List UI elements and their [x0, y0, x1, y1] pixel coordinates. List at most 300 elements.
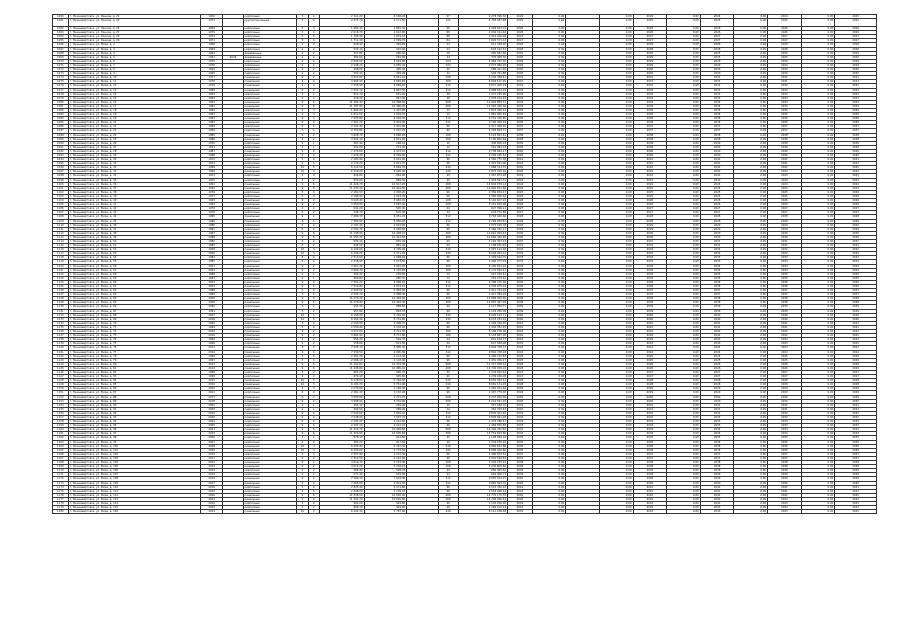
table-cell: 541,20	[319, 207, 364, 211]
table-cell: 2	[308, 309, 319, 313]
table-cell: 2	[297, 207, 308, 211]
table-cell: 0,00	[801, 477, 835, 481]
table-cell: 2040	[633, 313, 667, 317]
table-cell: 1160	[53, 428, 69, 432]
table-cell: 2037	[633, 293, 667, 297]
table-cell: 1 881 905,55	[458, 113, 507, 117]
table-cell: 2034	[768, 100, 802, 104]
table-cell: кирпичные	[243, 289, 297, 293]
table-cell: г. Нижневартовск, ул. Мира, д. 88	[68, 395, 200, 399]
table-cell: 2042	[700, 493, 734, 497]
table-cell: панельные	[243, 84, 297, 88]
table-cell: 2018	[200, 399, 222, 403]
table-cell: 0,00	[667, 420, 701, 424]
table-cell: 2038	[633, 133, 667, 137]
table-cell: 0,00	[599, 133, 633, 137]
table-cell: 1105	[53, 203, 69, 207]
table-cell: 931,60	[319, 178, 364, 182]
table-cell: г. Нижневартовск, ул. Мира, д. 73	[68, 334, 200, 338]
table-cell: 5 094 117,25	[458, 80, 507, 84]
table-cell: 3	[297, 96, 308, 100]
table-cell: 0,00	[667, 354, 701, 358]
table-cell: 468	[438, 366, 458, 370]
table-cell: 2026	[835, 366, 877, 370]
table-cell: 6	[308, 182, 319, 186]
table-cell: г. Нижневартовск, ул. Мира, д. 89	[68, 399, 200, 403]
table-cell: 40	[438, 436, 458, 440]
table-cell: г. Нижневартовск, ул. Мира, д. 101	[68, 448, 200, 452]
table-cell: 2030	[835, 231, 877, 235]
table-cell: г. Нижневартовск, ул. Мира, д. 49	[68, 235, 200, 239]
table-cell: 0,00	[599, 39, 633, 43]
table-cell: 2035	[768, 272, 802, 276]
table-cell: 7 002,10	[364, 411, 407, 415]
table-cell: 0,00	[801, 305, 835, 309]
table-cell: г. Нижневартовск, ул. Мира, д. 105	[68, 465, 200, 469]
table-cell: 2043	[633, 174, 667, 178]
table-cell: 40	[438, 440, 458, 444]
table-cell: 2 276,80	[319, 387, 364, 391]
table-cell: 2028	[768, 43, 802, 47]
table-cell: 240	[438, 444, 458, 448]
table-cell: 2 434 352,45	[458, 325, 507, 329]
table-cell: 2	[308, 264, 319, 268]
table-cell: 2033	[700, 92, 734, 96]
table-cell: 0,00	[734, 15, 768, 19]
table-cell: 0,00	[532, 108, 566, 112]
table-cell: 0,00	[667, 416, 701, 420]
table-cell: 1976	[200, 190, 222, 194]
table-cell: 4	[308, 321, 319, 325]
table-cell: 0,00	[801, 403, 835, 407]
table-cell: 1109	[53, 219, 69, 223]
table-cell: 2025	[835, 55, 877, 59]
table-cell: 0,00	[801, 354, 835, 358]
table-cell: 0,00	[667, 19, 701, 27]
table-cell: 14 581 440,36	[458, 104, 507, 108]
table-cell: 0,00	[734, 149, 768, 153]
table-cell: 2029	[700, 59, 734, 63]
table-cell: 24	[438, 469, 458, 473]
table-cell: 1985	[200, 260, 222, 264]
table-cell: 4	[308, 149, 319, 153]
table-cell: 1977	[200, 76, 222, 80]
table-cell: кирпичные	[243, 452, 297, 456]
table-cell: 0,00	[801, 375, 835, 379]
table-cell: 2002	[200, 403, 222, 407]
table-cell: 0,00	[532, 76, 566, 80]
table-cell: кирпичные	[243, 276, 297, 280]
table-cell: 10	[297, 170, 308, 174]
table-cell: 0,00	[801, 39, 835, 43]
table-cell: 10 380,20	[364, 104, 407, 108]
table-cell: кирпичные	[243, 15, 297, 19]
table-cell: 2042	[633, 497, 667, 501]
table-cell: 2036	[633, 117, 667, 121]
table-cell: 2 394 543,70	[458, 256, 507, 260]
table-cell: 468	[438, 100, 458, 104]
table-cell: 2037	[835, 289, 877, 293]
table-cell: 0,00	[532, 309, 566, 313]
table-cell: 2041	[768, 489, 802, 493]
table-cell: 1989	[200, 293, 222, 297]
table-cell: 0,00	[667, 207, 701, 211]
table-cell: 14 661 004,44	[458, 231, 507, 235]
table-cell: 0,00	[667, 117, 701, 121]
table-cell: 7 461,20	[319, 121, 364, 125]
table-cell: 0,00	[667, 313, 701, 317]
table-cell: 2043	[835, 501, 877, 505]
table-cell: 1	[308, 407, 319, 411]
table-cell: 2029	[835, 63, 877, 67]
table-cell: 0,00	[667, 129, 701, 133]
table-cell: 0,00	[801, 362, 835, 366]
table-cell: 0,00	[532, 387, 566, 391]
table-cell: г. Нижневартовск, ул. Мира, д. 76	[68, 346, 200, 350]
table-cell: 0,00	[532, 199, 566, 203]
table-cell: 1135	[53, 325, 69, 329]
table-cell: 40	[438, 244, 458, 248]
table-cell: 0,00	[667, 76, 701, 80]
table-cell: 2037	[508, 125, 533, 129]
table-cell: кирпичные	[243, 354, 297, 358]
table-cell: 2035	[508, 108, 533, 112]
table-cell: 0,00	[734, 428, 768, 432]
table-cell: 912,80	[364, 436, 407, 440]
table-cell: 2038	[768, 133, 802, 137]
table-cell: кирпичные	[243, 489, 297, 493]
table-cell	[407, 510, 438, 514]
table-cell: 2042	[835, 493, 877, 497]
table-cell: г. Нижневартовск, ул. Мира, д. 71	[68, 325, 200, 329]
table-cell: 287,40	[319, 141, 364, 145]
table-cell: 2026	[835, 31, 877, 35]
table-cell: 0,00	[667, 461, 701, 465]
table-cell: 2043	[768, 338, 802, 342]
table-cell: 0,00	[599, 256, 633, 260]
table-cell: 2031	[768, 407, 802, 411]
table-cell: 2027	[633, 375, 667, 379]
table-cell: кирпичные	[243, 227, 297, 231]
table-cell: 2041	[508, 321, 533, 325]
table-cell: 0,00	[599, 100, 633, 104]
table-cell: 2	[308, 68, 319, 72]
table-cell: 1117	[53, 252, 69, 256]
table-cell: 2028	[508, 219, 533, 223]
table-cell	[407, 19, 438, 27]
table-cell: 0,00	[599, 379, 633, 383]
table-cell: 0,00	[667, 55, 701, 59]
table-cell: кирпичные	[243, 338, 297, 342]
table-cell: 5	[297, 158, 308, 162]
table-cell: 2009	[200, 330, 222, 334]
table-cell: 0,00	[667, 39, 701, 43]
table-cell: 1104	[53, 199, 69, 203]
table-cell: 2039	[768, 145, 802, 149]
table-cell: 0,00	[801, 72, 835, 76]
table-cell: кирпичные	[243, 190, 297, 194]
table-cell: 0,00	[599, 211, 633, 215]
table-cell: 5 751,90	[364, 383, 407, 387]
table-cell: 4	[297, 108, 308, 112]
table-cell: 392 507,66	[458, 51, 507, 55]
table-cell: 0,00	[599, 313, 633, 317]
table-cell: 3 687,40	[364, 203, 407, 207]
table-cell: 3 743,00	[364, 461, 407, 465]
table-cell: 0,00	[667, 31, 701, 35]
table-cell: 0,00	[532, 272, 566, 276]
table-cell: 1180	[53, 510, 69, 514]
table-cell: 2039	[700, 469, 734, 473]
table-cell: 0,00	[734, 182, 768, 186]
table-cell: 5	[297, 456, 308, 460]
table-cell: г. Нижневартовск, ул. Мира, д. 115	[68, 506, 200, 510]
table-cell: панельные	[243, 465, 297, 469]
table-cell: 0,00	[801, 104, 835, 108]
table-cell: 2037	[768, 289, 802, 293]
table-cell: 2026	[835, 199, 877, 203]
table-cell: 0,00	[667, 219, 701, 223]
table-cell: 0,00	[599, 72, 633, 76]
table-cell: 2042	[768, 334, 802, 338]
table-cell: 1176	[53, 493, 69, 497]
table-cell: 2032	[633, 411, 667, 415]
table-cell: 2030	[633, 72, 667, 76]
table-cell: 9 855 334,07	[458, 477, 507, 481]
table-cell: 4	[308, 411, 319, 415]
table-cell: 2031	[768, 403, 802, 407]
table-cell: 0,00	[667, 497, 701, 501]
table-cell: 0,00	[667, 203, 701, 207]
table-cell: 2030	[508, 399, 533, 403]
table-cell: 566,30	[319, 469, 364, 473]
table-cell: 0,00	[801, 121, 835, 125]
table-cell: 2038	[508, 137, 533, 141]
table-cell: 10 505,60	[364, 432, 407, 436]
table-cell: 2025	[508, 19, 533, 27]
table-cell: 1136	[53, 330, 69, 334]
table-cell: 2017	[200, 481, 222, 485]
table-cell: 2 018,70	[319, 31, 364, 35]
table-cell: 40	[438, 501, 458, 505]
table-cell: 2039	[768, 305, 802, 309]
table-cell: 0,00	[734, 432, 768, 436]
table-cell: 2037	[700, 456, 734, 460]
table-cell: 0,00	[667, 366, 701, 370]
table-cell: 656 494,52	[458, 469, 507, 473]
table-cell: 2039	[768, 473, 802, 477]
table-cell: г. Нижневартовск, ул. Мира, д. 77	[68, 350, 200, 354]
table-cell: 0,00	[734, 330, 768, 334]
table-cell: 0,00	[599, 47, 633, 51]
table-cell: 2035	[508, 272, 533, 276]
table-cell: 2 496 553,53	[458, 452, 507, 456]
table-cell: 0,00	[532, 436, 566, 440]
table-cell: панельные	[243, 313, 297, 317]
table-cell: 0,00	[667, 72, 701, 76]
table-cell: 2030	[835, 399, 877, 403]
table-cell: 965,20	[319, 370, 364, 374]
table-cell: 9	[297, 268, 308, 272]
table-cell: 1125	[53, 285, 69, 289]
table-cell: 0,00	[734, 55, 768, 59]
table-cell: г. Нижневартовск, ул. Мира, д. 22	[68, 125, 200, 129]
table-cell: 276,50	[364, 272, 407, 276]
table-cell: 0,00	[801, 47, 835, 51]
table-cell: 2004	[200, 420, 222, 424]
table-cell: 2 250,40	[319, 325, 364, 329]
table-cell: 3 651,10	[364, 76, 407, 80]
table-cell: 2030	[768, 72, 802, 76]
table-cell: 0,00	[599, 362, 633, 366]
table-cell: 2	[297, 338, 308, 342]
table-cell: 2031	[768, 76, 802, 80]
table-cell: 0,00	[532, 47, 566, 51]
table-cell: 2021	[200, 428, 222, 432]
table-cell: 2035	[700, 113, 734, 117]
table-cell: 2025	[835, 194, 877, 198]
table-cell: 2032	[508, 252, 533, 256]
table-cell: 2024	[508, 186, 533, 190]
table-cell: 2042	[768, 330, 802, 334]
table-cell: 2	[297, 473, 308, 477]
table-cell: 2037	[700, 293, 734, 297]
table-cell: 5 690,40	[364, 170, 407, 174]
table-cell: 2035	[835, 113, 877, 117]
table-cell: 2008	[200, 444, 222, 448]
table-cell: 0,00	[532, 72, 566, 76]
table-cell: 2 518 296,33	[458, 489, 507, 493]
table-cell: 0,00	[599, 416, 633, 420]
table-cell: 168	[438, 199, 458, 203]
table-cell: кирпичные	[243, 244, 297, 248]
table-cell: 0,00	[599, 342, 633, 346]
table-cell: 6 882,40	[364, 84, 407, 88]
table-cell: 6	[308, 362, 319, 366]
table-cell: 312	[438, 215, 458, 219]
table-cell: 0,00	[599, 469, 633, 473]
table-cell: 2043	[700, 338, 734, 342]
table-cell: 0,00	[667, 436, 701, 440]
table-cell: 312	[438, 416, 458, 420]
table-cell: 1 169 212,24	[458, 506, 507, 510]
table-cell: 2033	[508, 424, 533, 428]
table-cell: 0,00	[801, 407, 835, 411]
table-cell: 1170	[53, 469, 69, 473]
table-cell: 0,00	[801, 260, 835, 264]
table-cell: 2037	[633, 456, 667, 460]
table-cell	[223, 19, 243, 27]
table-cell: 1977	[200, 194, 222, 198]
table-cell: панельные	[243, 317, 297, 321]
table-cell: 0,00	[532, 260, 566, 264]
table-cell: 0,00	[801, 411, 835, 415]
table-cell: г. Нижневартовск, ул. Мира, д. 33	[68, 170, 200, 174]
table-cell: 6 222,30	[319, 510, 364, 514]
table-cell: г. Нижневартовск, ул. Мира, д. 93	[68, 416, 200, 420]
table-cell: 2029	[835, 391, 877, 395]
table-cell: 4	[308, 190, 319, 194]
table-cell: 0,00	[667, 268, 701, 272]
table-cell: 1164	[53, 444, 69, 448]
table-cell: 96	[438, 227, 458, 231]
table-cell: 2013	[200, 465, 222, 469]
table-cell: г. Нижневартовск, ул. Мира, д. 61	[68, 285, 200, 289]
table-cell: 1130	[53, 305, 69, 309]
table-cell: 1155	[53, 407, 69, 411]
table-cell: 2038	[700, 133, 734, 137]
table-cell: кирпичные	[243, 207, 297, 211]
table-cell: 0,00	[599, 178, 633, 182]
table-cell: 9	[297, 235, 308, 239]
document-page	[52, 14, 877, 626]
table-cell: кирпичные	[243, 325, 297, 329]
table-cell: 1994	[200, 338, 222, 342]
table-cell: 5	[297, 27, 308, 31]
table-cell: 0,00	[599, 239, 633, 243]
table-cell: 2034	[508, 100, 533, 104]
table-cell: 2	[308, 440, 319, 444]
table-cell: 2034	[768, 268, 802, 272]
table-cell: 2040	[633, 481, 667, 485]
table-cell: 6 933,10	[364, 149, 407, 153]
table-cell: 641 539,77	[458, 338, 507, 342]
table-cell: 0,00	[532, 55, 566, 59]
table-cell: 1133	[53, 317, 69, 321]
table-cell: 2031	[633, 403, 667, 407]
table-cell: 1141	[53, 350, 69, 354]
table-cell: 3 906,30	[319, 80, 364, 84]
table-cell: 0,00	[667, 68, 701, 72]
table-cell: 0,00	[667, 125, 701, 129]
table-cell: 8 061 131,03	[458, 383, 507, 387]
table-cell: кирпичные	[243, 391, 297, 395]
table-cell: 918,40	[319, 96, 364, 100]
table-cell: 0,00	[801, 117, 835, 121]
table-cell: 1060	[53, 15, 69, 19]
table-cell: 0,00	[532, 411, 566, 415]
table-cell: 2027	[835, 35, 877, 39]
table-cell: 2032	[768, 88, 802, 92]
table-cell: 2038	[633, 301, 667, 305]
table-cell: 0,00	[801, 215, 835, 219]
table-cell: 0,00	[801, 43, 835, 47]
table-cell: 7 968 313,75	[458, 166, 507, 170]
table-cell: 4	[308, 285, 319, 289]
table-cell: г. Нижневартовск, ул. Мира, д. 7	[68, 63, 200, 67]
table-cell: 2031	[700, 407, 734, 411]
table-cell: 0,00	[801, 424, 835, 428]
table-cell: 0,00	[734, 489, 768, 493]
table-cell: 0,00	[667, 293, 701, 297]
table-cell: 6	[308, 231, 319, 235]
table-cell: 2033	[835, 92, 877, 96]
table-cell: 6 156,90	[319, 313, 364, 317]
table-cell: 2042	[508, 334, 533, 338]
table-cell: 0,00	[801, 84, 835, 88]
table-cell: 6 990,80	[364, 350, 407, 354]
table-cell: 2030	[508, 395, 533, 399]
table-cell: 9	[297, 362, 308, 366]
table-cell: 1088	[53, 133, 69, 137]
table-cell: 1085	[53, 121, 69, 125]
table-cell: 1 132 942,43	[458, 370, 507, 374]
table-cell: 1115	[53, 244, 69, 248]
table-cell: 2035	[633, 113, 667, 117]
table-cell: 0,00	[667, 325, 701, 329]
table-cell: 2	[308, 239, 319, 243]
table-cell: 2033	[768, 96, 802, 100]
